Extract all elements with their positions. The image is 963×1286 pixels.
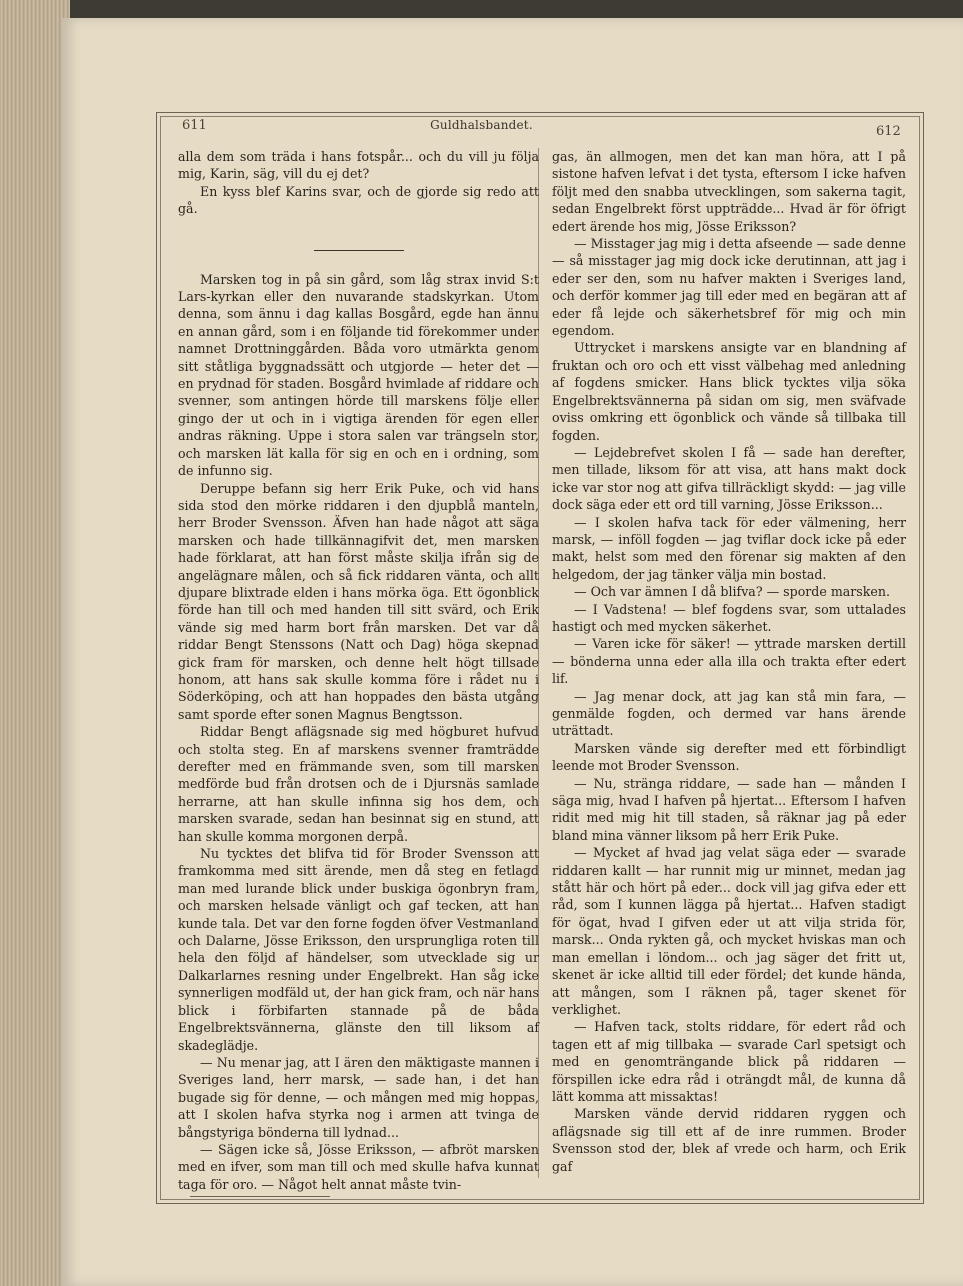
paragraph: Marsken vände sig derefter med ett förbindligt leende mot Broder Svensson.	[552, 740, 906, 774]
paragraph: — Mycket af hvad jag velat säga eder — svarade riddaren kallt — har runnit mig ur minnet, medan jag stått här och hört på eder... dock vill jag gifva eder ett råd, som I kunnen lägga på hjertat... Hafven stadigt för ögat, hvad I gifven eder ut att vilja strida för, marsk... Onda rykten gå, och mycket hviskas man och man emellan i löndom... och jag säger det fritt ut, skenet är icke alltid till eder fördel; det kunde hända, att mången, som I räknen på, tager skenet för verklighet.	[552, 845, 906, 1017]
paragraph: — I Vadstena! — blef fogdens svar, som uttalades hastigt och med mycken säkerhet.	[552, 601, 906, 634]
paragraph: Marsken vände dervid riddaren ryggen och aflägsnade sig till ett af de inre rummen. Broder Svensson stod der, blek af vrede och harm, och Erik gaf	[552, 1106, 906, 1174]
page-number-left: 611	[182, 118, 207, 133]
paragraph: Riddar Bengt aflägsnade sig med högburet hufvud och stolta steg. En af marskens svenner framträdde derefter med en främmande sven, som till marsken medförde bud från drotsen och de i Djursnäs samlade herrarne, att han skulle infinna sig hos dem, och marsken svarade, sedan han besinnat sig en stund, att han skulle komma morgonen derpå.	[178, 724, 539, 844]
left-column	[178, 148, 539, 1193]
paragraph: — I skolen hafva tack för eder välmening, herr marsk, — inföll fogden — jag tviflar dock icke på eder makt, helst som med den förenar sig makten af den helgedom, der jag tänker välja min bostad.	[552, 514, 906, 582]
paragraph: — Hafven tack, stolts riddare, för edert råd och tagen ett af mig tillbaka — svarade Carl spetsigt och med en genomträngande blick på riddaren — förspillen icke edra råd i oträngdt mål, de kunna då lätt komma att missaktas!	[552, 1019, 906, 1104]
paragraph: Nu tycktes det blifva tid för Broder Svensson att framkomma med sitt ärende, men då steg en fetlagd man med lurande blick under buskiga ögonbryn fram, och marsken helsade vänligt och gaf tecken, att han kunde tala. Det var den forne fogden öfver Vestmanland och Dalarne, Jösse Eriksson, den ursprungliga roten till hela den följd af händelser, som utvecklade sig ur Dalkarlarnes resning under Engelbrekt. Han såg icke synnerligen modfäld ut, der han gick fram, och när hans blick i förbifarten stannade på de båda Engelbrektsvännerna, glänste den till liksom af skadeglädje.	[178, 846, 539, 1053]
page-number-right: 612	[876, 124, 901, 139]
paragraph: alla dem som träda i hans fotspår... och du vill ju följa mig, Karin, säg, vill du ej det?	[178, 149, 539, 182]
paragraph: Uttrycket i marskens ansigte var en blandning af fruktan och oro och ett visst välbehag med anledning af fogdens smicker. Hans blick tycktes vilja söka Engelbrektsvännerna på sidan om sig, men sväfvade oviss omkring ett ögonblick och vände så tillbaka till fogden.	[552, 340, 906, 443]
paragraph: — Nu menar jag, att I ären den mäktigaste mannen i Sveriges land, herr marsk, — sade han, i det han bugade sig för denne, — och mången med mig hoppas, att I skolen hafva styrka nog i armen att tvinga de bångstyriga bönderna till lydnad...	[178, 1054, 539, 1140]
bottom-rule	[190, 1196, 330, 1197]
right-column	[552, 148, 906, 1175]
paragraph: — Varen icke för säker! — yttrade marsken dertill — bönderna unna eder alla illa och trakta efter edert lif.	[552, 636, 906, 687]
paragraph: — Och var ämnen I då blifva? — sporde marsken.	[574, 584, 890, 600]
paragraph: Marsken tog in på sin gård, som låg strax invid S:t Lars-kyrkan eller den nuvarande stadskyrkan. Utom denna, som ännu i dag kallas Bosgård, egde han ännu en annan gård, som i en följande tid förekommer under namnet Drottninggården. Båda voro utmärkta genom sitt ståtliga byggnadssätt och utgjorde — heter det — en prydnad för staden. Bosgård hvimlade af riddare och svenner, som antingen hörde till marskens följe eller gingo der ut och in i vigtiga ärenden för egen eller andras räkning. Uppe i stora salen var trängseln stor, och marsken lät kalla för sig en och en i ordning, som de infunno sig.	[178, 271, 539, 479]
section-divider	[314, 250, 404, 251]
paragraph: — Sägen icke så, Jösse Eriksson, — afbröt marsken med en ifver, som man till och med skulle hafva kunnat taga för oro. — Något helt annat måste tvin-	[178, 1141, 539, 1192]
paragraph: — Misstager jag mig i detta afseende — sade denne — så misstager jag mig dock icke derutinnan, att jag i eder ser den, som nu hafver makten i Sveriges land, och derför kommer jag till eder med en begäran att af eder få lejde och säkerhetsbref för mig och min egendom.	[552, 236, 906, 339]
paragraph: — Nu, stränga riddare, — sade han — månden I säga mig, hvad I hafven på hjertat... Eftersom I hafven ridit med mig hit till staden, så räknar jag på eder bland mina vänner liksom på herr Erik Puke.	[552, 775, 906, 843]
book-page-edges	[0, 0, 70, 1286]
paragraph: Deruppe befann sig herr Erik Puke, och vid hans sida stod den mörke riddaren i den djupblå manteln, herr Broder Svensson. Äfven han hade något att säga marsken och hade tillkännagifvit det, men marsken hade förklarat, att han först måste skilja ifrån sig de angelägnare målen, och så fick riddaren vänta, och allt djupare blixtrade elden i hans mörka öga. Ett ögonblick förde han till och med handen till sitt svärd, och Erik vände sig med harm bort från marsken. Det var då riddar Bengt Stenssons (Natt och Dag) höga skepnad gick fram för marsken, och denne helt högt tillsade honom, att hans sak skulle komma före i rådet nu i Söderköping, och att han hoppades den bästa utgång samt sporde efter sonen Magnus Bengtsson.	[178, 480, 539, 722]
paragraph: En kyss blef Karins svar, och de gjorde sig redo att gå.	[178, 183, 539, 217]
paragraph: gas, än allmogen, men det kan man höra, att I på sistone hafven lefvat i det tysta, eftersom I icke hafven följt med den snabba utvecklingen, som sakerna tagit, sedan Engelbrekt först uppträdde... Hvad är för öfrigt edert ärende hos mig, Jösse Eriksson?	[552, 149, 906, 234]
paragraph: — Lejdebrefvet skolen I få — sade han derefter, men tillade, liksom för att visa, att hans makt dock icke var stor nog att gifva tillräckligt skydd: — jag ville dock säga eder ett ord till varning, Jösse Eriksson...	[552, 444, 906, 513]
running-title: Guldhalsbandet.	[430, 118, 533, 132]
paragraph: — Jag menar dock, att jag kan stå min fara, — genmälde fogden, och dermed var hans ärende uträttadt.	[552, 688, 906, 739]
